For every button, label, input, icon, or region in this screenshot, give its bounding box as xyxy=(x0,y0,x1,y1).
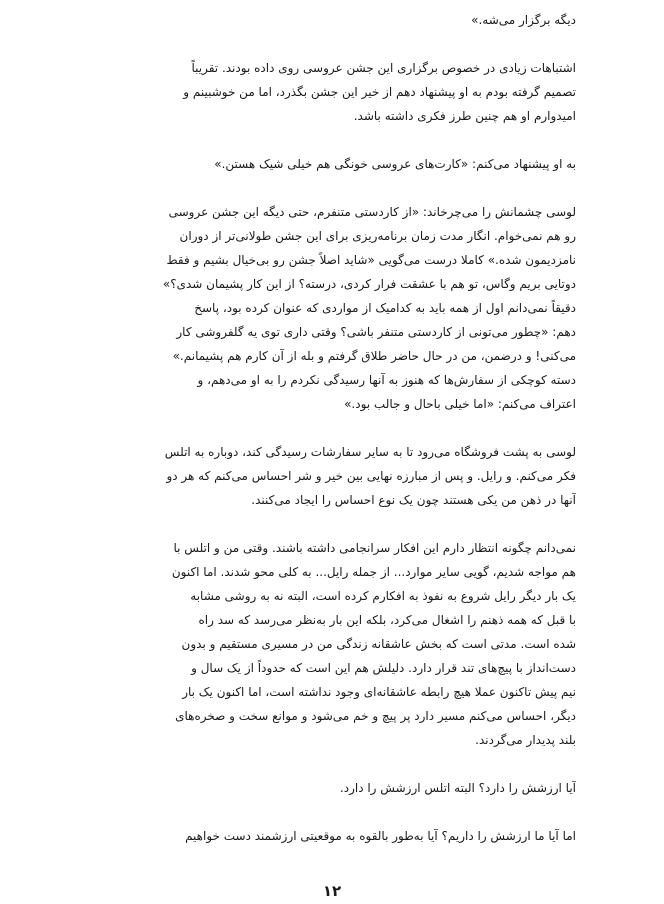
text-line: آیا ارزشش را دارد؟ البته اتلس ارزشش را دارد. xyxy=(339,781,576,795)
text-line: اعتراف می‌کنم: «اما خیلی باحال و جالب بود.» xyxy=(344,397,576,411)
text-line: نامزدیمون شده.» کاملا درست می‌گویی «شاید اصلاً جشن رو بی‌خیال بشیم و فقط xyxy=(166,253,576,267)
paragraph xyxy=(76,440,576,512)
text-line: دقیقاً نمی‌دانم اول از همه باید به کدامیک از مواردی که عنوان کرده بود، پاسخ xyxy=(194,301,576,315)
text-line: دیگه برگزار می‌شه.» xyxy=(471,13,576,27)
text-line: دهم: «چطور می‌تونی از کاردستی متنفر باشی؟ وقتی داری توی یه گلفروشی کار xyxy=(176,325,576,339)
text-line: نمی‌دانم چگونه انتظار دارم این افکار سرانجامی داشته باشند. وقتی من و اتلس با xyxy=(173,541,576,555)
text-line: می‌کنی! و درضمن، من در حال حاضر طلاق گرفتم و بله از آن کارم هم پشیمانم.» xyxy=(172,349,576,363)
text-line: اشتباهات زیادی در خصوص برگزاری این جشن عروسی روی داده بودند. تقریباً xyxy=(191,61,576,75)
text-line: نیم پیش تاکنون عملا هیچ رابطه عاشقانه‌ای وجود نداشته است، اما اکنون یک بار xyxy=(182,685,576,699)
text-line: اما آیا ما ارزشش را داریم؟ آیا به‌طور بالقوه به موقعیتی ارزشمند دست خواهیم xyxy=(185,829,576,843)
paragraph xyxy=(76,824,576,848)
text-line: فکر می‌کنم. و رایل. و پس از مبارزه نهایی بین خیر و شر احساس می‌کنم که هر دو xyxy=(166,469,576,483)
paragraph xyxy=(76,8,576,32)
page-number: ۱۲ xyxy=(322,882,342,900)
text-line: دسته کوچکی از سفارش‌ها که هنوز به آنها رسیدگی نکردم را به او می‌دهم، و xyxy=(197,373,576,387)
text-line: با قبل که همه ذهنم را اشغال می‌کرد، بلکه این بار به‌نظر می‌رسد که سد راه xyxy=(198,613,576,627)
text-line: یک بار دیگر رایل شروع به نفوذ به افکارم کرده است، البته نه به روشی مشابه xyxy=(190,589,576,603)
text-line: امیدوارم او هم چنین طرز فکری داشته باشد. xyxy=(353,109,576,123)
text-line: شده است. مدتی است که بخش عاشقانه زندگی من در مسیری مستقیم و بدون xyxy=(181,637,576,651)
text-line: تصمیم گرفته بودم به او پیشنهاد دهم از خیر این جشن بگذرد، اما من خوشبینم و xyxy=(183,85,576,99)
paragraph xyxy=(76,200,576,296)
paragraph xyxy=(76,776,576,800)
paragraph xyxy=(76,296,576,416)
paragraph xyxy=(76,56,576,128)
text-line: لوسی چشمانش را می‌چرخاند: «از کاردستی متنفرم، حتی دیگه این جشن عروسی xyxy=(168,205,576,219)
text-line: دیگر، احساس می‌کنم مسیر دارد پر پیچ و خم می‌شود و موانع سخت و صخره‌های xyxy=(175,709,576,723)
text-line: آنها در ذهن من یکی هستند چون یک نوع احساس را ایجاد می‌کنند. xyxy=(251,493,576,507)
text-line: رو هم نمی‌خوام. انگار مدت زمان برنامه‌ریزی برای این جشن طولانی‌تر از دوران xyxy=(179,229,576,243)
text-line: دست‌انداز با پیچ‌های تند قرار دارد. دلیلش هم این است که حدوداً از یک سال و xyxy=(191,661,576,675)
text-line: به او پیشنهاد می‌کنم: «کارت‌های عروسی خونگی هم خیلی شیک هستن.» xyxy=(214,157,576,171)
paragraph xyxy=(76,152,576,176)
text-line: دوتایی بریم وگاس، تو هم با عشقت فرار کردی، درسته؟ از این کار پشیمان شدی؟» xyxy=(162,277,576,291)
text-line: بلند پدیدار می‌گردند. xyxy=(475,733,576,747)
paragraph xyxy=(76,536,576,752)
text-line: هم مواجه شدیم، گویی سایر موارد... از جمله رایل... به کلی محو شدند. اما اکنون xyxy=(171,565,576,579)
text-line: لوسی به پشت فروشگاه می‌رود تا به سایر سفارشات رسیدگی کند، دوباره به اتلس xyxy=(164,445,576,459)
